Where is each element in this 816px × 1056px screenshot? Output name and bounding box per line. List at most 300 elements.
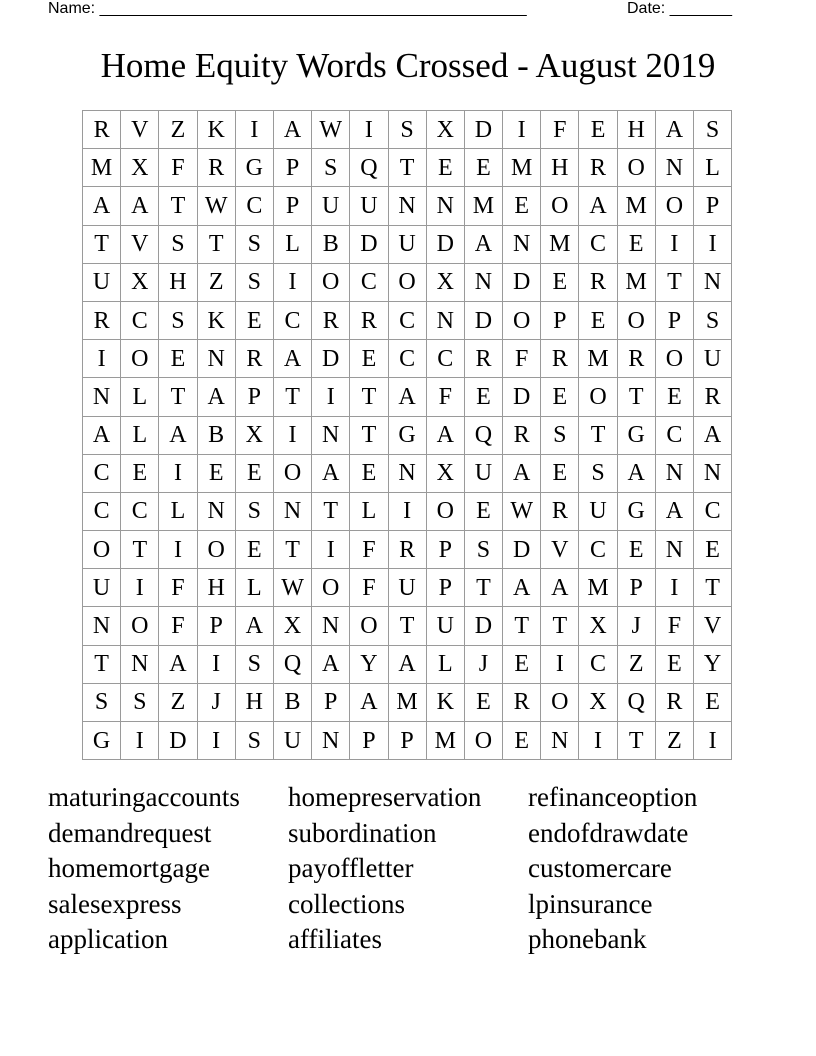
grid-cell: N — [312, 607, 350, 645]
grid-row — [83, 607, 732, 645]
grid-cell: N — [541, 722, 579, 760]
grid-cell: U — [273, 722, 311, 760]
word-list-item: application — [48, 924, 168, 955]
grid-cell: X — [426, 454, 464, 492]
grid-cell: O — [617, 149, 655, 187]
grid-cell: U — [388, 569, 426, 607]
grid-cell: H — [617, 111, 655, 149]
grid-cell: Q — [273, 645, 311, 683]
grid-cell: S — [312, 149, 350, 187]
page-title: Home Equity Words Crossed - August 2019 — [100, 46, 716, 85]
grid-cell: D — [464, 111, 502, 149]
grid-cell: Y — [350, 645, 388, 683]
grid-cell: C — [121, 301, 159, 339]
grid-cell: C — [273, 301, 311, 339]
grid-cell: L — [159, 492, 197, 530]
grid-cell: E — [541, 378, 579, 416]
grid-cell: T — [579, 416, 617, 454]
grid-cell: V — [694, 607, 732, 645]
grid-cell: T — [273, 531, 311, 569]
grid-cell: R — [541, 340, 579, 378]
grid-cell: D — [503, 378, 541, 416]
grid-cell: C — [579, 531, 617, 569]
grid-cell: U — [388, 225, 426, 263]
name-field: Name: ________________________________________________ — [48, 0, 527, 17]
grid-cell: D — [312, 340, 350, 378]
grid-cell: I — [159, 531, 197, 569]
grid-cell: S — [235, 263, 273, 301]
grid-row — [83, 683, 732, 721]
grid-cell: I — [694, 722, 732, 760]
grid-cell: H — [235, 683, 273, 721]
grid-cell: E — [503, 645, 541, 683]
grid-cell: W — [273, 569, 311, 607]
word-list-item: endofdrawdate — [528, 817, 689, 848]
grid-cell: F — [159, 607, 197, 645]
grid-cell: R — [503, 683, 541, 721]
grid-cell: E — [426, 149, 464, 187]
grid-cell: V — [541, 531, 579, 569]
grid-cell: F — [350, 531, 388, 569]
grid-cell: U — [83, 263, 121, 301]
grid-cell: P — [350, 722, 388, 760]
grid-cell: T — [388, 607, 426, 645]
grid-cell: V — [121, 225, 159, 263]
grid-cell: M — [388, 683, 426, 721]
grid-cell: T — [388, 149, 426, 187]
grid-row — [83, 149, 732, 187]
grid-cell: R — [617, 340, 655, 378]
grid-cell: M — [617, 263, 655, 301]
grid-row — [83, 531, 732, 569]
grid-cell: E — [503, 187, 541, 225]
grid-cell: Z — [617, 645, 655, 683]
grid-cell: N — [312, 416, 350, 454]
grid-cell: S — [694, 111, 732, 149]
grid-cell: T — [312, 492, 350, 530]
grid-cell: T — [83, 225, 121, 263]
grid-cell: S — [235, 645, 273, 683]
grid-cell: O — [312, 263, 350, 301]
grid-cell: A — [541, 569, 579, 607]
grid-cell: I — [197, 645, 235, 683]
grid-cell: P — [694, 187, 732, 225]
grid-cell: L — [273, 225, 311, 263]
grid-cell: R — [197, 149, 235, 187]
grid-cell: T — [503, 607, 541, 645]
grid-cell: N — [694, 454, 732, 492]
grid-cell: N — [655, 149, 693, 187]
grid-cell: O — [197, 531, 235, 569]
grid-cell: O — [541, 187, 579, 225]
word-list-item: affiliates — [288, 924, 382, 955]
grid-cell: X — [579, 607, 617, 645]
grid-cell: T — [159, 187, 197, 225]
grid-cell: I — [312, 531, 350, 569]
word-list-item: lpinsurance — [528, 888, 653, 919]
grid-cell: A — [464, 225, 502, 263]
grid-cell: C — [579, 225, 617, 263]
grid-cell: E — [350, 340, 388, 378]
grid-cell: U — [579, 492, 617, 530]
grid-cell: L — [694, 149, 732, 187]
grid-cell: P — [197, 607, 235, 645]
grid-cell: P — [273, 187, 311, 225]
grid-cell: O — [121, 607, 159, 645]
grid-cell: I — [388, 492, 426, 530]
grid-cell: K — [426, 683, 464, 721]
grid-cell: P — [273, 149, 311, 187]
grid-row — [83, 187, 732, 225]
grid-cell: Q — [617, 683, 655, 721]
word-list-item: payoffletter — [288, 853, 414, 884]
grid-cell: A — [503, 454, 541, 492]
grid-cell: C — [121, 492, 159, 530]
grid-cell: R — [235, 340, 273, 378]
grid-cell: I — [350, 111, 388, 149]
grid-cell: I — [503, 111, 541, 149]
grid-cell: K — [197, 111, 235, 149]
grid-cell: H — [541, 149, 579, 187]
word-list-item: homemortgage — [48, 853, 210, 884]
grid-cell: A — [83, 187, 121, 225]
grid-cell: X — [235, 416, 273, 454]
grid-cell: U — [426, 607, 464, 645]
grid-cell: A — [694, 416, 732, 454]
grid-cell: L — [426, 645, 464, 683]
grid-cell: A — [426, 416, 464, 454]
grid-cell: P — [426, 569, 464, 607]
grid-cell: I — [273, 416, 311, 454]
grid-cell: B — [273, 683, 311, 721]
grid-cell: O — [312, 569, 350, 607]
grid-cell: F — [426, 378, 464, 416]
grid-row — [83, 378, 732, 416]
grid-row — [83, 301, 732, 339]
grid-row — [83, 645, 732, 683]
grid-cell: N — [121, 645, 159, 683]
grid-cell: V — [121, 111, 159, 149]
grid-cell: N — [83, 378, 121, 416]
grid-cell: T — [350, 378, 388, 416]
grid-cell: N — [197, 492, 235, 530]
grid-cell: S — [694, 301, 732, 339]
grid-cell: W — [503, 492, 541, 530]
word-list-item: demandrequest — [48, 817, 212, 848]
grid-cell: O — [655, 340, 693, 378]
grid-cell: I — [159, 454, 197, 492]
grid-cell: A — [503, 569, 541, 607]
grid-cell: T — [617, 378, 655, 416]
grid-cell: A — [235, 607, 273, 645]
grid-cell: Z — [655, 722, 693, 760]
grid-cell: U — [83, 569, 121, 607]
grid-cell: L — [350, 492, 388, 530]
word-list-item: subordination — [288, 817, 437, 848]
word-list-item: maturingaccounts — [48, 782, 240, 812]
grid-cell: L — [121, 378, 159, 416]
grid-cell: T — [159, 378, 197, 416]
grid-cell: R — [464, 340, 502, 378]
grid-cell: W — [312, 111, 350, 149]
grid-cell: C — [579, 645, 617, 683]
grid-cell: M — [464, 187, 502, 225]
grid-cell: O — [83, 531, 121, 569]
grid-cell: R — [579, 263, 617, 301]
grid-cell: L — [235, 569, 273, 607]
grid-cell: T — [273, 378, 311, 416]
grid-cell: A — [388, 378, 426, 416]
grid-cell: G — [617, 416, 655, 454]
date-field: Date: _______ — [627, 0, 732, 17]
grid-cell: E — [159, 340, 197, 378]
grid-cell: G — [83, 722, 121, 760]
grid-cell: N — [655, 531, 693, 569]
grid-cell: R — [655, 683, 693, 721]
grid-cell: N — [655, 454, 693, 492]
grid-cell: R — [388, 531, 426, 569]
grid-cell: S — [541, 416, 579, 454]
grid-cell: B — [312, 225, 350, 263]
grid-cell: K — [197, 301, 235, 339]
grid-cell: O — [617, 301, 655, 339]
grid-cell: Z — [159, 683, 197, 721]
grid-cell: C — [235, 187, 273, 225]
grid-cell: T — [121, 531, 159, 569]
grid-row — [83, 454, 732, 492]
grid-cell: S — [121, 683, 159, 721]
grid-cell: O — [655, 187, 693, 225]
grid-cell: E — [464, 492, 502, 530]
grid-cell: M — [579, 569, 617, 607]
grid-cell: R — [579, 149, 617, 187]
grid-cell: M — [617, 187, 655, 225]
word-list-item: salesexpress — [48, 888, 182, 919]
grid-cell: P — [655, 301, 693, 339]
grid-cell: G — [235, 149, 273, 187]
grid-cell: I — [655, 569, 693, 607]
grid-cell: D — [350, 225, 388, 263]
grid-cell: O — [121, 340, 159, 378]
grid-cell: E — [541, 263, 579, 301]
grid-cell: O — [388, 263, 426, 301]
grid-cell: O — [464, 722, 502, 760]
grid-cell: C — [388, 301, 426, 339]
grid-cell: P — [617, 569, 655, 607]
grid-cell: U — [350, 187, 388, 225]
grid-cell: O — [426, 492, 464, 530]
grid-cell: S — [159, 301, 197, 339]
grid-cell: T — [350, 416, 388, 454]
grid-cell: T — [464, 569, 502, 607]
word-list-item: homepreservation — [288, 782, 482, 812]
grid-cell: M — [503, 149, 541, 187]
grid-cell: S — [235, 722, 273, 760]
grid-cell: S — [235, 492, 273, 530]
grid-row — [83, 263, 732, 301]
word-column — [528, 780, 697, 958]
grid-cell: E — [350, 454, 388, 492]
grid-row — [83, 492, 732, 530]
grid-cell: R — [83, 111, 121, 149]
grid-cell: A — [273, 340, 311, 378]
grid-cell: J — [197, 683, 235, 721]
grid-cell: S — [235, 225, 273, 263]
grid-row — [83, 225, 732, 263]
grid-row — [83, 111, 732, 149]
grid-cell: N — [83, 607, 121, 645]
grid-cell: A — [312, 454, 350, 492]
grid-cell: Z — [197, 263, 235, 301]
grid-cell: X — [273, 607, 311, 645]
grid-cell: E — [235, 454, 273, 492]
grid-cell: M — [83, 149, 121, 187]
grid-cell: E — [503, 722, 541, 760]
grid-cell: D — [426, 225, 464, 263]
grid-cell: H — [197, 569, 235, 607]
grid-cell: N — [197, 340, 235, 378]
grid-cell: C — [83, 492, 121, 530]
grid-cell: N — [464, 263, 502, 301]
grid-cell: L — [121, 416, 159, 454]
grid-cell: A — [197, 378, 235, 416]
grid-cell: Q — [464, 416, 502, 454]
word-list-item: customercare — [528, 853, 672, 884]
grid-cell: A — [273, 111, 311, 149]
grid-cell: T — [83, 645, 121, 683]
grid-cell: N — [388, 454, 426, 492]
word-column — [48, 780, 240, 958]
grid-cell: E — [617, 225, 655, 263]
word-list-item: refinanceoption — [528, 782, 698, 812]
grid-cell: I — [121, 722, 159, 760]
grid-cell: O — [503, 301, 541, 339]
grid-cell: W — [197, 187, 235, 225]
grid-cell: Y — [694, 645, 732, 683]
grid-cell: N — [426, 301, 464, 339]
grid-cell: D — [464, 301, 502, 339]
grid-cell: P — [541, 301, 579, 339]
grid-cell: E — [464, 378, 502, 416]
grid-cell: I — [121, 569, 159, 607]
grid-cell: G — [617, 492, 655, 530]
grid-cell: R — [503, 416, 541, 454]
grid-cell: R — [83, 301, 121, 339]
grid-row — [83, 416, 732, 454]
grid-cell: S — [579, 454, 617, 492]
grid-row — [83, 722, 732, 760]
grid-cell: X — [121, 149, 159, 187]
grid-cell: D — [503, 531, 541, 569]
grid-cell: J — [464, 645, 502, 683]
grid-cell: A — [617, 454, 655, 492]
grid-cell: N — [273, 492, 311, 530]
grid-cell: D — [503, 263, 541, 301]
grid-cell: I — [579, 722, 617, 760]
word-list-item: collections — [288, 888, 405, 919]
grid-cell: F — [655, 607, 693, 645]
grid-cell: E — [694, 683, 732, 721]
grid-cell: C — [694, 492, 732, 530]
grid-cell: S — [159, 225, 197, 263]
grid-cell: A — [655, 492, 693, 530]
grid-cell: I — [312, 378, 350, 416]
grid-cell: E — [655, 645, 693, 683]
grid-cell: C — [655, 416, 693, 454]
grid-cell: A — [312, 645, 350, 683]
grid-cell: X — [579, 683, 617, 721]
grid-cell: I — [541, 645, 579, 683]
grid-cell: P — [388, 722, 426, 760]
grid-cell: R — [312, 301, 350, 339]
grid-cell: R — [350, 301, 388, 339]
grid-cell: C — [388, 340, 426, 378]
grid-cell: X — [426, 263, 464, 301]
grid-cell: I — [83, 340, 121, 378]
grid-cell: I — [655, 225, 693, 263]
grid-cell: T — [541, 607, 579, 645]
grid-cell: X — [121, 263, 159, 301]
grid-cell: N — [388, 187, 426, 225]
grid-cell: P — [312, 683, 350, 721]
grid-cell: I — [197, 722, 235, 760]
grid-cell: O — [350, 607, 388, 645]
grid-cell: P — [235, 378, 273, 416]
grid-cell: A — [655, 111, 693, 149]
grid-cell: E — [464, 683, 502, 721]
grid-cell: S — [83, 683, 121, 721]
grid-cell: R — [541, 492, 579, 530]
grid-cell: J — [617, 607, 655, 645]
grid-cell: E — [235, 301, 273, 339]
grid-cell: C — [426, 340, 464, 378]
grid-cell: M — [579, 340, 617, 378]
grid-cell: T — [694, 569, 732, 607]
grid-cell: F — [541, 111, 579, 149]
word-search-grid — [82, 110, 732, 760]
grid-cell: I — [235, 111, 273, 149]
grid-cell: D — [464, 607, 502, 645]
grid-cell: O — [273, 454, 311, 492]
grid-cell: D — [159, 722, 197, 760]
grid-cell: Z — [159, 111, 197, 149]
grid-cell: A — [388, 645, 426, 683]
grid-cell: B — [197, 416, 235, 454]
grid-cell: C — [350, 263, 388, 301]
grid-cell: T — [617, 722, 655, 760]
grid-cell: S — [388, 111, 426, 149]
grid-cell: E — [579, 301, 617, 339]
grid-cell: G — [388, 416, 426, 454]
grid-cell: N — [503, 225, 541, 263]
grid-cell: N — [312, 722, 350, 760]
grid-cell: M — [426, 722, 464, 760]
grid-cell: U — [312, 187, 350, 225]
grid-cell: E — [121, 454, 159, 492]
grid-cell: A — [159, 416, 197, 454]
grid-cell: E — [197, 454, 235, 492]
grid-cell: R — [694, 378, 732, 416]
grid-cell: T — [655, 263, 693, 301]
grid-cell: X — [426, 111, 464, 149]
grid-cell: A — [579, 187, 617, 225]
grid-cell: N — [694, 263, 732, 301]
grid-cell: U — [694, 340, 732, 378]
grid-cell: A — [350, 683, 388, 721]
grid-cell: H — [159, 263, 197, 301]
word-column — [288, 780, 481, 958]
word-list-item: phonebank — [528, 924, 647, 955]
